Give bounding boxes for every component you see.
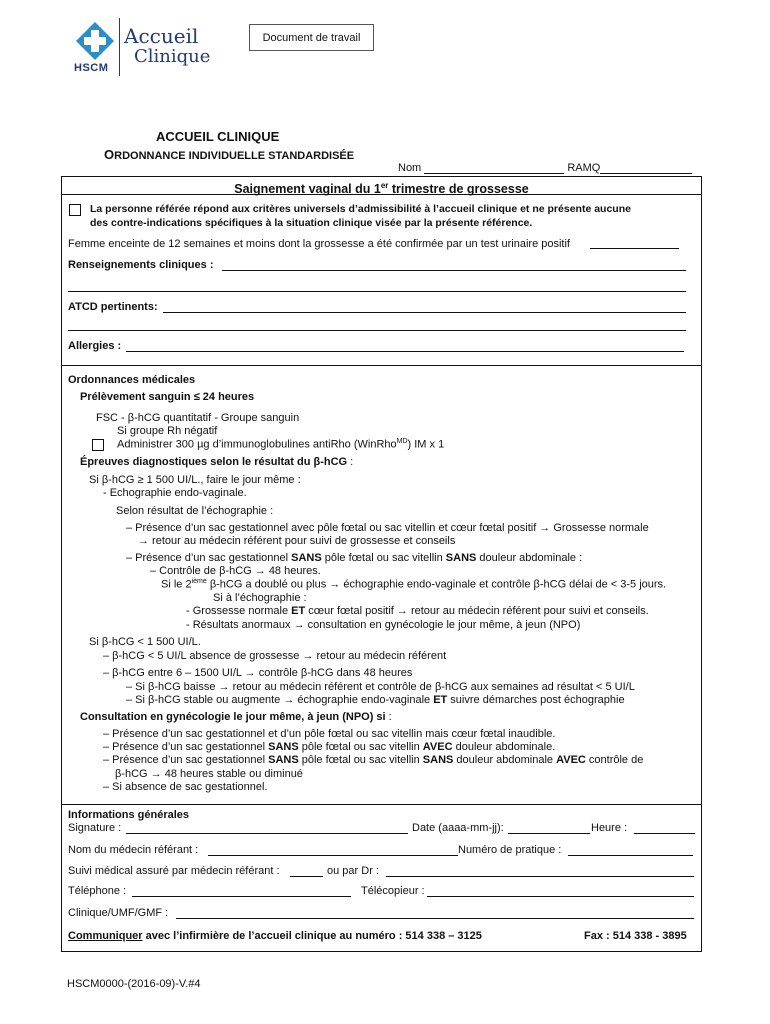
order-line-7: – Contrôle de β-hCG → 48 heures. [150, 565, 321, 577]
logo-accueil: Accueil [124, 24, 199, 48]
consult-line-3a: – Présence d’un sac gestationnel [103, 754, 269, 766]
atcd-field-2[interactable] [68, 330, 686, 331]
order-line-1: Si β-hCG ≥ 1 500 UI/L., faire le jour même : [89, 474, 301, 486]
form-code: HSCM0000-(2016-09)-V.#4 [67, 978, 201, 990]
page-title: ACCUEIL CLINIQUE [156, 129, 280, 144]
renseignements-field-2[interactable] [68, 291, 686, 292]
consult-line [80, 711, 392, 723]
par-dr-field[interactable] [386, 876, 694, 877]
order-line-16a: – Si β-hCG stable ou augmente → échographie endo-vaginale [126, 694, 434, 706]
order-line-6 [126, 552, 582, 564]
order-line-10c: cœur fœtal positif → retour au médecin référent pour suivi et conseils. [305, 605, 649, 617]
order-line-15: – Si β-hCG baisse → retour au médecin référent et contrôle de β-hCG aux semaines ad résultat < 5 UI/L [126, 681, 635, 693]
atcd-label: ATCD pertinents: [68, 301, 158, 313]
suivi-label: Suivi médical assuré par médecin référant : [68, 865, 280, 877]
order-line-2: - Echographie endo-vaginale. [103, 487, 247, 499]
consult-line-3f: AVEC [556, 754, 586, 766]
ramq-label: RAMQ [567, 162, 601, 174]
telecopieur-label: Télécopieur : [361, 885, 425, 897]
medecin-field[interactable] [208, 855, 458, 856]
order-line-12: Si β-hCG < 1 500 UI/L. [89, 636, 201, 648]
order-line-8a: Si le 2 [161, 578, 192, 591]
section-divider-2 [61, 804, 702, 805]
atcd-field[interactable] [163, 312, 686, 313]
nom-label: Nom [398, 162, 422, 174]
hospital-cross-icon [74, 20, 116, 62]
consult-line-5: – Si absence de sac gestationnel. [103, 781, 268, 793]
nom-field[interactable] [424, 163, 564, 174]
date-label: Date (aaaa-mm-jj): [412, 822, 504, 834]
epreuves-label: Épreuves diagnostiques selon le résultat du β-hCG [80, 456, 348, 468]
order-line-6b: SANS [291, 552, 322, 564]
order-line-6e: douleur abdominale : [476, 552, 583, 564]
winrho-text: Administrer 300 µg d’immunoglobulines antiRho (WinRho [117, 438, 397, 451]
document-tag: Document de travail [249, 24, 374, 51]
telephone-field[interactable] [132, 896, 351, 897]
consult-line-3e: douleur abdominale [453, 754, 557, 766]
pratique-label: Numéro de pratique : [458, 844, 562, 856]
renseignements-field[interactable] [222, 270, 686, 271]
consult-line-3c: pôle fœtal ou sac vitellin [298, 754, 423, 766]
allergies-field[interactable] [126, 351, 684, 352]
clinique-field[interactable] [176, 918, 694, 919]
consult-line-4: β-hCG → 48 heures stable ou diminué [115, 768, 303, 780]
order-line-3: Selon résultat de l’échographie : [116, 505, 274, 517]
communiquer-word: Communiquer [68, 930, 143, 942]
consult-line-3g: contrôle de [585, 754, 644, 766]
order-line-13: – β-hCG < 5 UI/L absence de grossesse → retour au médecin référent [103, 650, 447, 662]
heure-label: Heure : [591, 822, 628, 834]
order-line-11: - Résultats anormaux → consultation en gynécologie le jour même, à jeun (NPO) [186, 619, 581, 631]
winrho-line [117, 438, 444, 451]
pratique-field[interactable] [568, 855, 693, 856]
consult-line-3 [103, 754, 643, 766]
date-field[interactable] [508, 833, 590, 834]
order-line-6c: pôle fœtal ou sac vitellin [321, 552, 446, 564]
consult-line-2d: AVEC [422, 741, 453, 753]
medecin-label: Nom du médecin référant : [68, 844, 199, 856]
pregnant-statement: Femme enceinte de 12 semaines et moins dont la grossesse a été confirmée par un test urinaire positif [68, 238, 570, 250]
consult-line-2c: pôle fœtal ou sac vitellin [298, 741, 423, 753]
consult-line-2a: – Présence d’un sac gestationnel [103, 741, 269, 753]
section-divider [61, 365, 702, 366]
form-title [61, 176, 702, 195]
info-heading: Informations générales [68, 809, 190, 821]
logo-hscm: HSCM [74, 62, 109, 74]
prelevement-label: Prélèvement sanguin ≤ 24 heures [80, 391, 255, 403]
epreuves-colon: : [347, 456, 354, 468]
order-line-10 [186, 605, 649, 617]
heure-field[interactable] [634, 833, 695, 834]
clinique-label: Clinique/UMF/GMF : [68, 907, 169, 919]
par-dr-label: ou par Dr : [327, 865, 379, 877]
order-line-8-sup: ième [191, 578, 207, 585]
consult-colon: : [385, 711, 392, 723]
order-line-10b: ET [291, 605, 306, 617]
telecopieur-field[interactable] [427, 896, 694, 897]
form-title-sup: er [380, 181, 389, 190]
allergies-label: Allergies : [68, 340, 122, 352]
patient-id-line [398, 162, 692, 174]
consult-line-2e: douleur abdominale. [452, 741, 556, 753]
order-line-10a: - Grossesse normale [186, 605, 292, 617]
ramq-field[interactable] [600, 163, 692, 174]
order-line-16b: ET [433, 694, 448, 706]
communiquer-rest: avec l’infirmière de l’accueil clinique au numéro : 514 338 – 3125 [142, 930, 482, 942]
logo-clinique: Clinique [134, 46, 211, 67]
signature-field[interactable] [126, 833, 408, 834]
rh-line: Si groupe Rh négatif [117, 425, 218, 437]
fsc-line: FSC - β-hCG quantitatif - Groupe sanguin [96, 412, 300, 424]
consult-line-1: – Présence d’un sac gestationnel et d’un pôle fœtal ou sac vitellin mais cœur fœtal inaudible. [103, 728, 556, 740]
orders-heading: Ordonnances médicales [68, 374, 196, 386]
suivi-field[interactable] [290, 876, 323, 877]
subtitle-initial: O [104, 147, 115, 162]
fax-number: Fax : 514 338 - 3895 [584, 930, 687, 942]
order-line-6a: – Présence d’un sac gestationnel [126, 552, 292, 564]
telephone-label: Téléphone : [68, 885, 127, 897]
order-line-14: – β-hCG entre 6 – 1500 UI/L → contrôle β-hCG dans 48 heures [103, 667, 413, 679]
order-line-9: Si à l’échographie : [213, 592, 307, 604]
criteria-line-2: des contre-indications spécifiques à la situation clinique visée par la présente référence. [90, 217, 533, 229]
signature-label: Signature : [68, 822, 122, 834]
order-line-8b: β-hCG a doublé ou plus → échographie endo-vaginale et contrôle β-hCG délai de < 3-5 jours. [206, 578, 667, 591]
order-line-4: – Présence d’un sac gestationnel avec pôle fœtal ou sac vitellin et cœur fœtal positif → Grossesse normale [126, 522, 649, 534]
order-line-8 [161, 578, 666, 591]
form-title-text: Saignement vaginal du 1 [234, 182, 381, 197]
form-frame [61, 176, 702, 952]
communiquer-line [68, 930, 482, 942]
consult-line-2b: SANS [268, 741, 299, 753]
consult-line-2 [103, 741, 555, 753]
order-line-5: → retour au médecin référent pour suivi de grossesse et conseils [138, 535, 456, 547]
renseignements-label: Renseignements cliniques : [68, 259, 214, 271]
winrho-end: ) IM x 1 [407, 438, 445, 451]
consult-line-3b: SANS [268, 754, 299, 766]
criteria-checkbox[interactable] [69, 204, 81, 216]
pregnant-field[interactable] [590, 248, 679, 249]
consult-label: Consultation en gynécologie le jour même, à jeun (NPO) si [80, 711, 386, 723]
page-subtitle [104, 147, 354, 162]
order-line-16 [126, 694, 625, 706]
winrho-sup: MD [396, 438, 408, 445]
logo-divider [119, 18, 120, 76]
order-line-6d: SANS [445, 552, 477, 564]
subtitle-rest: RDONNANCE INDIVIDUELLE STANDARDISÉE [114, 150, 355, 162]
consult-line-3d: SANS [422, 754, 454, 766]
order-line-16c: suivre démarches post échographie [447, 694, 625, 706]
criteria-line-1: La personne référée répond aux critères universels d’admissibilité à l’accueil clinique et ne présente aucune [90, 203, 631, 215]
epreuves-line [80, 456, 353, 468]
form-title-end: trimestre de grossesse [388, 182, 529, 197]
winrho-checkbox[interactable] [92, 439, 104, 451]
